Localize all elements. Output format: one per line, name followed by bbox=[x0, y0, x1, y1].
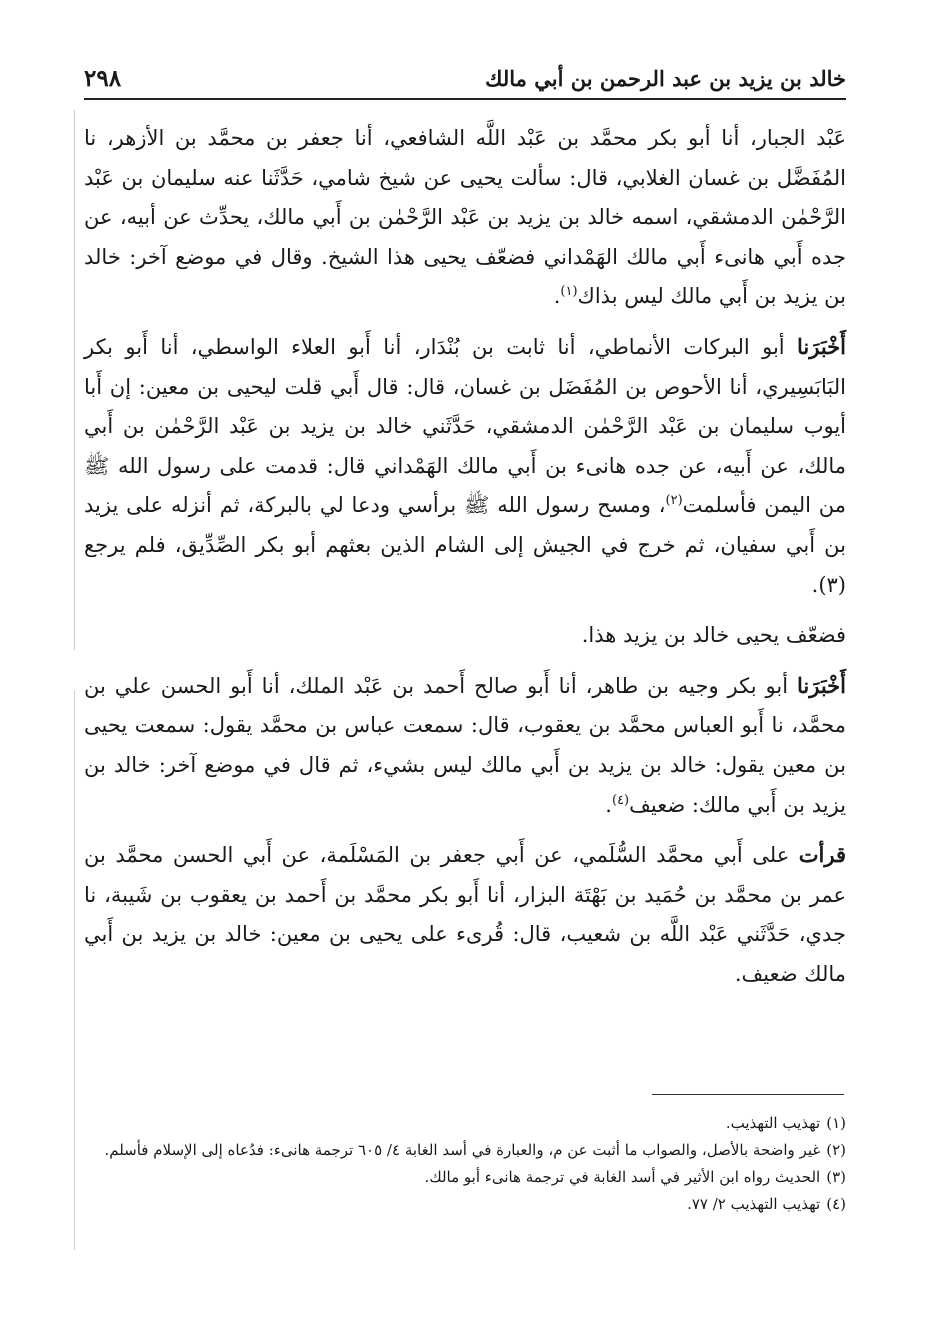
footnote bbox=[84, 1110, 846, 1137]
footnote-text: الحديث رواه ابن الأثير في أسد الغابة في ترجمة هانىء أبو مالك. bbox=[424, 1168, 821, 1186]
paragraph-text: فضعّف يحيى خالد بن يزيد هذا. bbox=[581, 623, 846, 648]
footnote-number: (٣) bbox=[826, 1168, 846, 1186]
paragraph bbox=[84, 118, 846, 317]
page-header bbox=[84, 58, 846, 100]
footnote-ref: (٤) bbox=[611, 792, 630, 808]
scan-edge-line bbox=[74, 110, 75, 650]
paragraph-text: على أَبي محمَّد السُّلَمي، عن أَبي جعفر بن المَسْلَمة، عن أَبي الحسن محمَّد بن عمر بن محمَّد بن حُمَيد بن بَهْتَة البزار، أنا أَبو بكر محمَّد بن أَحمد بن يعقوب بن شَيبة، نا جدي، حَدَّثَني عَبْد اللَّه بن شعيب، قال: قُرىء على يحيى بن معين: خالد بن يزيد بن أَبي مالك ضعيف. bbox=[84, 843, 846, 986]
footnote-text: تهذيب التهذيب. bbox=[725, 1114, 821, 1132]
footnote-divider bbox=[652, 1094, 844, 1095]
page-number: ٢٩٨ bbox=[84, 64, 122, 92]
main-text bbox=[84, 118, 846, 1004]
paragraph-tail: . bbox=[605, 792, 612, 817]
paragraph-text: أبو بكر وجيه بن طاهر، أنا أَبو صالح أَحمد بن عَبْد الملك، أنا أَبو الحسن علي بن محمَّد، نا أَبو العباس محمَّد بن يعقوب، قال: سمعت عباس بن محمَّد يقول: سمعت يحيى بن معين يقول: خالد بن يزيد بن أَبي مالك ليس بشيء، ثم قال في موضع آخر: خالد بن يزيد بن أَبي مالك: ضعيف bbox=[84, 673, 846, 817]
footnote bbox=[84, 1137, 846, 1164]
paragraph bbox=[84, 666, 846, 825]
paragraph bbox=[84, 615, 846, 656]
footnote-number: (٢) bbox=[826, 1141, 846, 1159]
footnotes bbox=[84, 1110, 846, 1218]
paragraph-text: عَبْد الجبار، أنا أبو بكر محمَّد بن عَبْد اللَّه الشافعي، أنا جعفر بن محمَّد بن الأزهر، نا المُفَضَّل بن غسان الغلابي، قال: سألت يحيى عن شيخ شامي، حَدَّثَنا عنه سليمان بن عَبْد الرَّحْمٰن الدمشقي، اسمه خالد بن يزيد بن عَبْد الرَّحْمٰن بن أَبي مالك، يحدِّث عن أبيه، عن جده أَبي هانىء أَبي مالك الهَمْداني فضعّف يحيى هذا الشيخ. وقال في موضع آخر: خالد بن يزيد بن أَبي مالك ليس بذاك bbox=[84, 126, 846, 309]
paragraph-lead: أَخْبَرَنا bbox=[797, 333, 846, 359]
paragraph-tail: . bbox=[553, 284, 561, 309]
footnote-text: غير واضحة بالأصل، والصواب ما أثبت عن م، والعبارة في أسد الغابة ٤/ ٦٠٥ ترجمة هانىء: فدُعاه إلى الإسلام فأسلم. bbox=[104, 1141, 821, 1159]
footnote-number: (١) bbox=[826, 1114, 846, 1132]
footnote-text: تهذيب التهذيب ٢/ ٧٧. bbox=[687, 1195, 821, 1213]
footnote bbox=[84, 1164, 846, 1191]
scan-edge-line bbox=[74, 690, 75, 1250]
footnote bbox=[84, 1191, 846, 1218]
footnote-ref: (١) bbox=[560, 284, 578, 300]
footnote-ref: (٢) bbox=[665, 493, 683, 509]
paragraph bbox=[84, 835, 846, 994]
paragraph-lead: أَخْبَرَنا bbox=[797, 672, 846, 698]
paragraph bbox=[84, 327, 846, 605]
running-head: خالد بن يزيد بن عبد الرحمن بن أبي مالك bbox=[485, 65, 846, 91]
paragraph-text: أبو البركات الأنماطي، أنا ثابت بن بُنْدَار، أنا أَبو العلاء الواسطي، أنا أَبو بكر البَابَسِيري، أنا الأحوص بن المُفَضَل بن غسان، قال: قال أَبي قلت ليحيى بن معين: إن أَبا أيوب سليمان بن عَبْد الرَّحْمٰن الدمشقي، حَدَّثَني خالد بن يزيد بن عَبْد الرَّحْمٰن بن أَبي مالك، عن أَبيه، عن جده هانىء بن أَبي مالك الهَمْداني قال: قدمت على رسول الله ﷺ من اليمن فأسلمت bbox=[84, 334, 846, 518]
footnote-number: (٤) bbox=[826, 1195, 846, 1213]
paragraph-lead: قرأت bbox=[798, 842, 846, 868]
paragraph-tail: ، ومسح رسول الله ﷺ برأسي ودعا لي بالبركة، ثم أنزله على يزيد بن أَبي سفيان، ثم خرج في الجيش إلى الشام الذين بعثهم أبو بكر الصِّدِّيق، فلم يرجع (٣). bbox=[84, 493, 846, 597]
